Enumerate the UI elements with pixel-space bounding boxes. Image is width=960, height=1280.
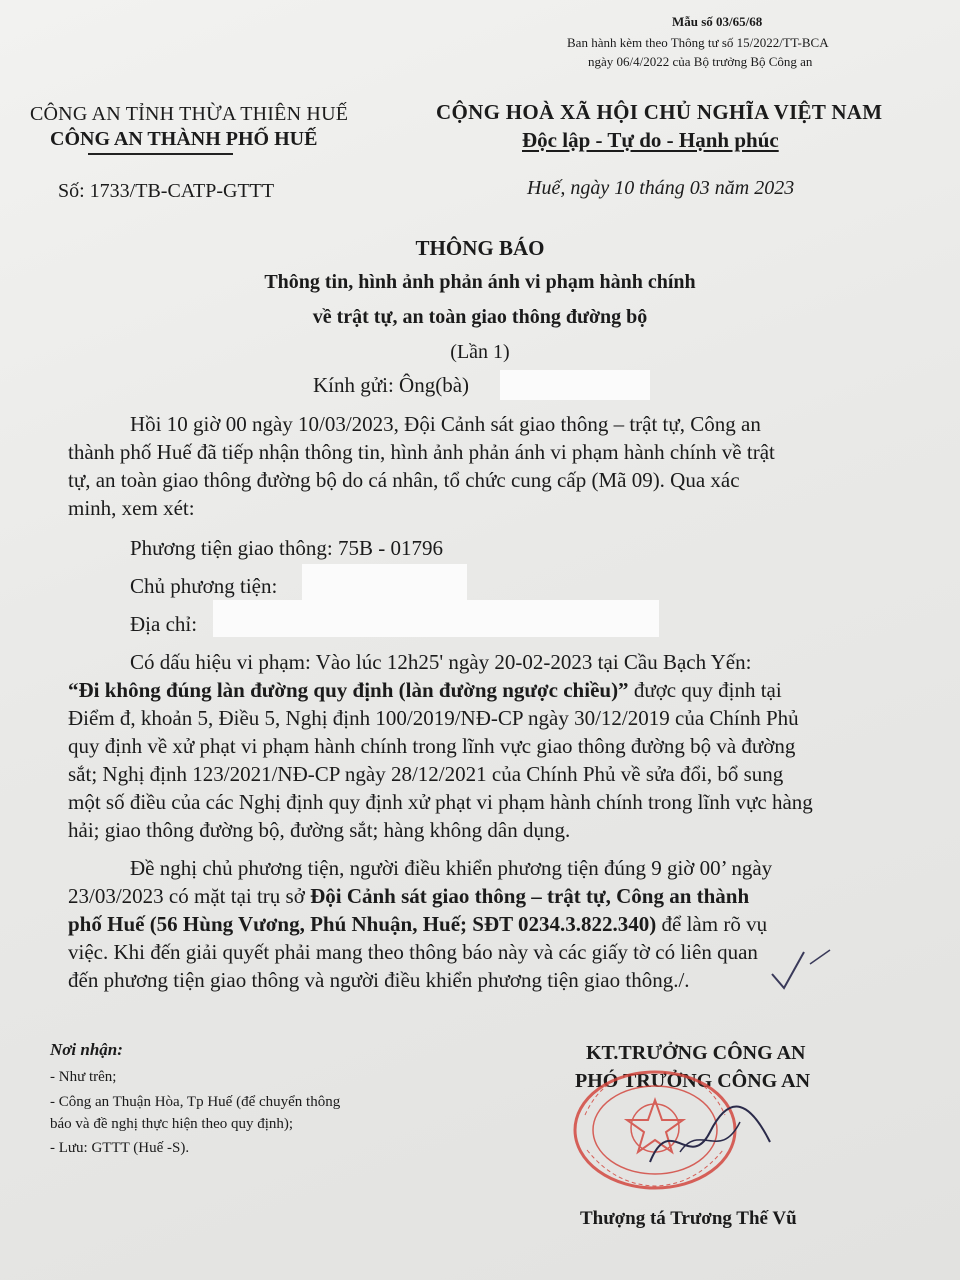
address-label: Địa chỉ:	[130, 612, 198, 636]
org-line-1: CÔNG AN TỈNH THỪA THIÊN HUẾ	[30, 103, 349, 125]
signer-name: Thượng tá Trương Thế Vũ	[580, 1208, 797, 1229]
signature-line-2: PHÓ TRƯỞNG CÔNG AN	[575, 1070, 811, 1092]
recipient-item: báo và đề nghị thực hiện theo quy định);	[50, 1116, 294, 1132]
document-instance: (Lần 1)	[450, 341, 510, 363]
body-line: minh, xem xét:	[68, 496, 195, 520]
recipient-item: - Như trên;	[50, 1069, 117, 1085]
violation-text: được quy định tại	[628, 678, 782, 702]
document-number: Số: 1733/TB-CATP-GTTT	[58, 180, 275, 202]
violation-line: Có dấu hiệu vi phạm: Vào lúc 12h25' ngày 20-02-2023 tại Cầu Bạch Yến:	[130, 650, 752, 674]
owner-label: Chủ phương tiện:	[130, 574, 278, 598]
violation-line	[68, 678, 782, 703]
vehicle-plate: Phương tiện giao thông: 75B - 01796	[130, 536, 443, 560]
form-issued-line-1: Ban hành kèm theo Thông tư số 15/2022/TT-BCA	[567, 35, 829, 50]
request-line: Đề nghị chủ phương tiện, người điều khiển phương tiện đúng 9 giờ 00’ ngày	[130, 856, 773, 880]
request-location: Đội Cảnh sát giao thông – trật tự, Công an thành	[310, 884, 750, 908]
request-text: để làm rõ vụ	[656, 912, 768, 936]
request-text: 23/03/2023 có mặt tại trụ sở	[68, 884, 311, 908]
body-line: Hồi 10 giờ 00 ngày 10/03/2023, Đội Cảnh sát giao thông – trật tự, Công an	[130, 412, 761, 436]
violation-line: Điểm đ, khoản 5, Điều 5, Nghị định 100/2019/NĐ-CP ngày 30/12/2019 của Chính Phủ	[68, 706, 799, 730]
recipient-item: - Lưu: GTTT (Huế -S).	[50, 1140, 190, 1156]
redacted-owner-box	[302, 564, 467, 600]
recipient-item: - Công an Thuận Hòa, Tp Huế (để chuyển thông	[50, 1094, 341, 1110]
body-line: tự, an toàn giao thông đường bộ do cá nhân, tổ chức cung cấp (Mã 09). Qua xác	[68, 468, 740, 492]
nation-motto: Độc lập - Tự do - Hạnh phúc	[522, 128, 779, 152]
recipients-title: Nơi nhận:	[50, 1040, 123, 1059]
request-line	[68, 884, 749, 909]
handwritten-signature	[640, 1092, 780, 1182]
org-underline	[88, 153, 233, 155]
org-line-2: CÔNG AN THÀNH PHỐ HUẾ	[50, 128, 318, 150]
nation-title: CỘNG HOÀ XÃ HỘI CHỦ NGHĨA VIỆT NAM	[436, 100, 883, 124]
violation-name: “Đi không đúng làn đường quy định (làn đường ngược chiều)”	[68, 678, 629, 702]
request-line: việc. Khi đến giải quyết phải mang theo thông báo này và các giấy tờ có liên quan	[68, 940, 758, 964]
document-subtitle-2: về trật tự, an toàn giao thông đường bộ	[312, 306, 648, 328]
document-date: Huế, ngày 10 tháng 03 năm 2023	[527, 177, 795, 199]
body-line: thành phố Huế đã tiếp nhận thông tin, hình ảnh phản ánh vi phạm hành chính về trật	[68, 440, 775, 464]
document-title: THÔNG BÁO	[415, 236, 545, 260]
request-line	[68, 912, 767, 937]
violation-line: sắt; Nghị định 123/2021/NĐ-CP ngày 28/12/2021 của Chính Phủ về sửa đổi, bổ sung	[68, 762, 784, 786]
violation-line: hải; giao thông đường bộ, đường sắt; hàng không dân dụng.	[68, 818, 571, 842]
document-subtitle-1: Thông tin, hình ảnh phản ánh vi phạm hành chính	[264, 271, 696, 293]
violation-line: một số điều của các Nghị định quy định xử phạt vi phạm hành chính trong lĩnh vực hàng	[68, 790, 813, 814]
request-line: đến phương tiện giao thông và người điều khiển phương tiện giao thông./.	[68, 968, 690, 992]
violation-line: quy định về xử phạt vi phạm hành chính trong lĩnh vực giao thông đường bộ và đường	[68, 734, 796, 758]
redacted-name-box	[500, 370, 650, 400]
redacted-address-box	[213, 600, 659, 637]
signature-line-1: KT.TRƯỞNG CÔNG AN	[586, 1042, 806, 1064]
request-address: phố Huế (56 Hùng Vương, Phú Nhuận, Huế; SĐT 0234.3.822.340)	[68, 912, 657, 936]
handwritten-checkmark	[770, 944, 840, 994]
salutation: Kính gửi: Ông(bà)	[313, 373, 470, 397]
form-code: Mẫu số 03/65/68	[672, 14, 763, 29]
form-issued-line-2: ngày 06/4/2022 của Bộ trưởng Bộ Công an	[588, 54, 813, 69]
